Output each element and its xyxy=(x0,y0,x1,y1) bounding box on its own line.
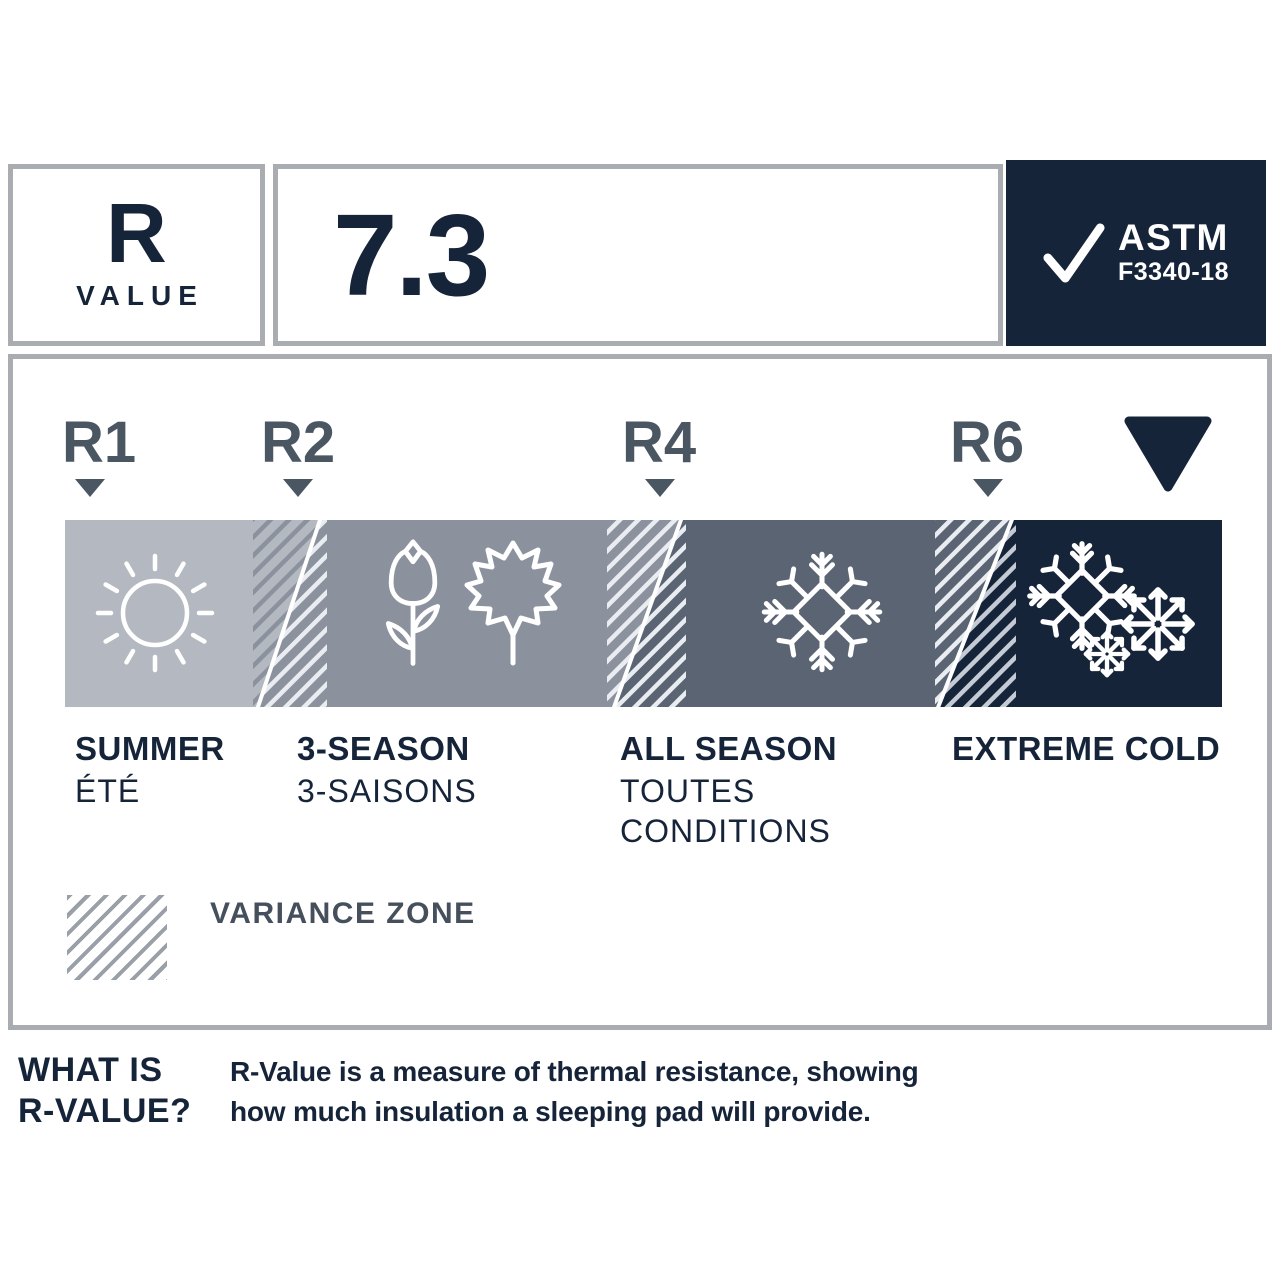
marker-triangle-icon xyxy=(283,479,313,497)
footer-question-line1: WHAT IS xyxy=(18,1051,163,1089)
marker-triangle-icon xyxy=(645,479,675,497)
marker-triangle-icon xyxy=(75,479,105,497)
astm-standard: F3340-18 xyxy=(1117,258,1230,287)
variance-zone-2 xyxy=(607,520,686,707)
variance-zone-3 xyxy=(935,520,1016,707)
segment-label-all-season: ALL SEASON xyxy=(620,730,838,767)
variance-zone-swatch-icon xyxy=(67,895,167,980)
r-value-title-box xyxy=(8,164,265,346)
astm-text xyxy=(1118,219,1229,287)
footer-description-line2: how much insulation a sleeping pad will provide. xyxy=(230,1096,871,1127)
scale-bar xyxy=(65,520,1222,707)
segment-label-3-season: 3-SEASON xyxy=(297,730,470,767)
segment-sublabel-toutes: TOUTES xyxy=(620,773,756,809)
segment-3-season xyxy=(327,520,607,707)
variance-zone-1 xyxy=(253,520,327,707)
marker-label-r1: R1 xyxy=(62,410,137,475)
marker-label-r4: R4 xyxy=(622,410,697,475)
marker-triangle-icon xyxy=(973,479,1003,497)
astm-badge xyxy=(1006,160,1266,346)
segment-extreme-cold xyxy=(1016,520,1222,707)
r-letter: R xyxy=(106,186,167,281)
segment-summer xyxy=(65,520,253,707)
segment-label-extreme-cold: EXTREME COLD xyxy=(952,730,1221,767)
segment-sublabel-conditions: CONDITIONS xyxy=(620,813,831,849)
variance-zone-label: VARIANCE ZONE xyxy=(210,897,476,930)
segment-sublabel-3-saisons: 3-SAISONS xyxy=(297,773,477,809)
footer-description-line1: R-Value is a measure of thermal resistance, showing xyxy=(230,1056,919,1087)
value-word: VALUE xyxy=(76,279,204,311)
segment-all-season xyxy=(686,520,935,707)
r-value-number: 7.3 xyxy=(333,190,489,320)
r-value-score-box xyxy=(273,164,1003,346)
astm-label: ASTM xyxy=(1117,217,1229,259)
segment-sublabel-ete: ÉTÉ xyxy=(75,773,141,809)
current-value-pointer-icon xyxy=(1122,414,1214,496)
checkmark-icon xyxy=(1043,222,1105,284)
marker-label-r2: R2 xyxy=(261,410,336,475)
segment-label-summer: SUMMER xyxy=(75,730,225,767)
footer-question-line2: R-VALUE? xyxy=(18,1092,192,1130)
marker-label-r6: R6 xyxy=(950,410,1025,475)
